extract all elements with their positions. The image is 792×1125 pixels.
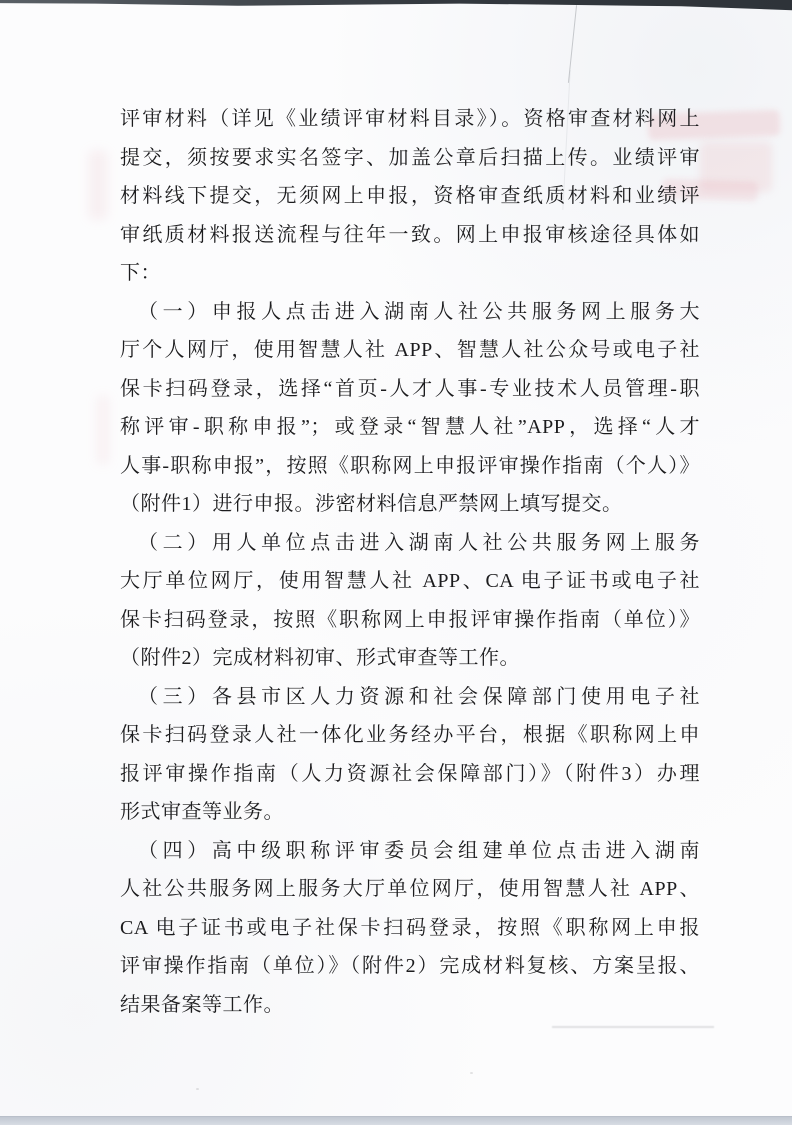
text-line: 称评审-职称申报”；或登录“智慧人社”APP，选择“人才 xyxy=(120,416,700,438)
scan-bottom-edge-artifact xyxy=(0,1116,792,1125)
text-line: 人社公共服务网上服务大厅单位网厅，使用智慧人社 APP、 xyxy=(120,878,700,900)
text-line: 形式审查等业务。 xyxy=(120,801,284,823)
text-line: 人事-职称申报”，按照《职称网上申报评审操作指南（个人）》 xyxy=(120,454,700,477)
text-line: 评审操作指南（单位）》（附件2）完成材料复核、方案呈报、 xyxy=(120,955,700,977)
text-line: 大厅单位网厅，使用智慧人社 APP、CA 电子证书或电子社 xyxy=(120,570,700,592)
text-line: 下： xyxy=(120,262,161,284)
text-line: （一）申报人点击进入湖南人社公共服务网上服务大 xyxy=(138,300,700,323)
ink-bleed-smudge xyxy=(88,150,108,220)
text-line: 材料线下提交，无须网上申报，资格审查纸质材料和业绩评 xyxy=(120,185,700,207)
text-line: （二）用人单位点击进入湖南人社公共服务网上服务 xyxy=(138,531,700,554)
scan-speck xyxy=(196,1088,199,1090)
text-line: （四）高中级职称评审委员会组建单位点击进入湖南 xyxy=(138,839,700,862)
text-line: 保卡扫码登录人社一体化业务经办平台，根据《职称网上申 xyxy=(120,724,700,746)
text-line: （附件2）完成材料初审、形式审查等工作。 xyxy=(120,647,520,669)
text-line: 结果备案等工作。 xyxy=(120,993,284,1016)
text-line: 保卡扫码登录，按照《职称网上申报评审操作指南（单位）》 xyxy=(120,608,700,631)
text-line: 评审材料（详见《业绩评审材料目录》）。资格审查材料网上 xyxy=(120,108,700,130)
ink-bleed-smudge xyxy=(96,395,110,465)
scan-top-edge-artifact xyxy=(0,0,792,12)
scan-speck xyxy=(470,1072,473,1074)
text-line: 报评审操作指南（人力资源社会保障部门）》（附件3）办理 xyxy=(120,762,700,785)
text-line: 厅个人网厅，使用智慧人社 APP、智慧人社公众号或电子社 xyxy=(120,339,700,361)
document-body xyxy=(120,100,700,1024)
text-line: CA 电子证书或电子社保卡扫码登录，按照《职称网上申报 xyxy=(120,916,700,939)
text-line: （附件1）进行申报。涉密材料信息严禁网上填写提交。 xyxy=(120,493,623,515)
text-line: 审纸质材料报送流程与往年一致。网上申报审核途径具体如 xyxy=(120,223,700,246)
text-line: （三）各县市区人力资源和社会保障部门使用电子社 xyxy=(138,685,700,708)
scan-artifact-line xyxy=(552,1026,714,1028)
text-line: 提交，须按要求实名签字、加盖公章后扫描上传。业绩评审 xyxy=(120,146,700,169)
text-line: 保卡扫码登录，选择“首页-人才人事-专业技术人员管理-职 xyxy=(120,377,700,400)
